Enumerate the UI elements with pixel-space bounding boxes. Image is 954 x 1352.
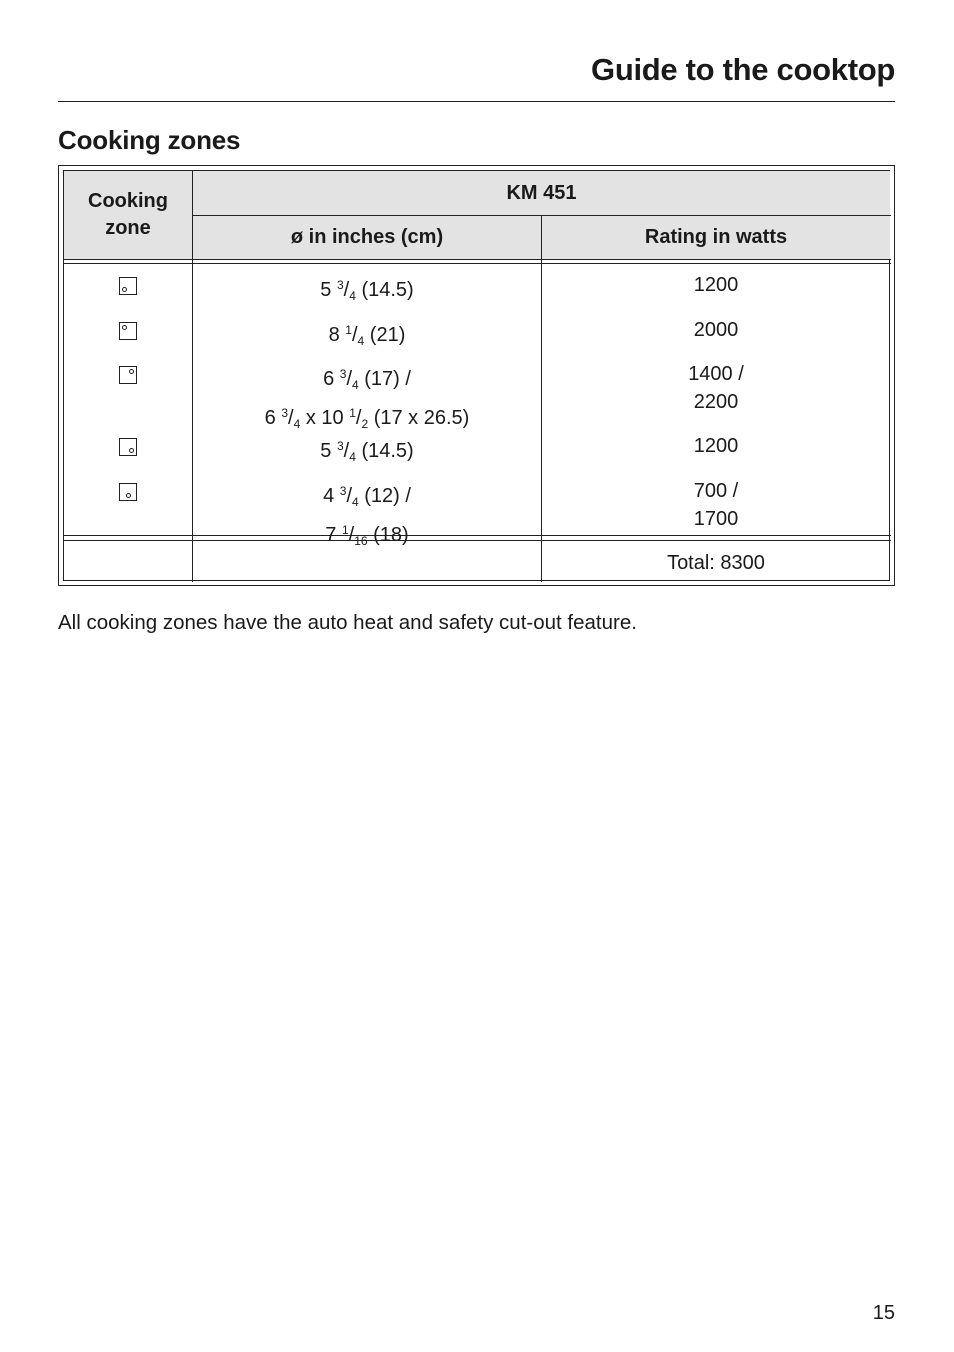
zone-column-header-label: Cooking zone xyxy=(88,190,168,239)
page-header xyxy=(58,50,895,102)
zone-column-header xyxy=(64,171,192,259)
zone-rear-left-icon xyxy=(119,322,137,340)
rating-cell: 1200 xyxy=(693,274,739,296)
rating-cell: 700 / 1700 xyxy=(693,480,739,530)
feature-note: All cooking zones have the auto heat and safety cut-out feature. xyxy=(58,611,637,634)
diameter-cell: 6 $^3/_4$ (17) / 6 $^3/_4$ x 10 $^1/_2$ (17 x 26.5) xyxy=(264,367,470,431)
diameter-cell: 4 $^3/_4$ (12) / 7 $^1/_{16}$ (18) xyxy=(323,484,411,548)
divider xyxy=(64,259,891,260)
divider xyxy=(64,263,891,264)
page-number: 15 xyxy=(872,1302,895,1324)
rating-column-header xyxy=(542,216,890,259)
model-label: KM 451 xyxy=(506,181,577,204)
zone-front-left-icon xyxy=(119,277,137,295)
diameter-cell: 8 $^1/_4$ (21) xyxy=(328,323,406,348)
zone-front-center-icon xyxy=(119,483,137,501)
cooking-zones-table xyxy=(58,165,895,586)
diameter-header-label: ø in inches (cm) xyxy=(290,226,444,248)
section-title: Cooking zones xyxy=(58,125,241,155)
rating-cell: 1400 / 2200 xyxy=(688,363,744,413)
table-inner xyxy=(63,170,890,581)
zone-front-right-icon xyxy=(119,438,137,456)
rating-cell: 2000 xyxy=(693,319,739,341)
diameter-cell: 5 $^3/_4$ (14.5) xyxy=(320,278,414,303)
diameter-cell: 5 $^3/_4$ (14.5) xyxy=(320,439,414,464)
zone-rear-right-icon xyxy=(119,366,137,384)
page-title: Guide to the cooktop xyxy=(591,52,895,87)
model-header xyxy=(193,171,890,215)
rating-cell: 1200 xyxy=(693,435,739,457)
divider xyxy=(192,215,891,216)
rating-header-label: Rating in watts xyxy=(644,226,788,248)
diameter-column-header xyxy=(193,216,541,259)
total-cell: Total: 8300 xyxy=(667,552,765,574)
